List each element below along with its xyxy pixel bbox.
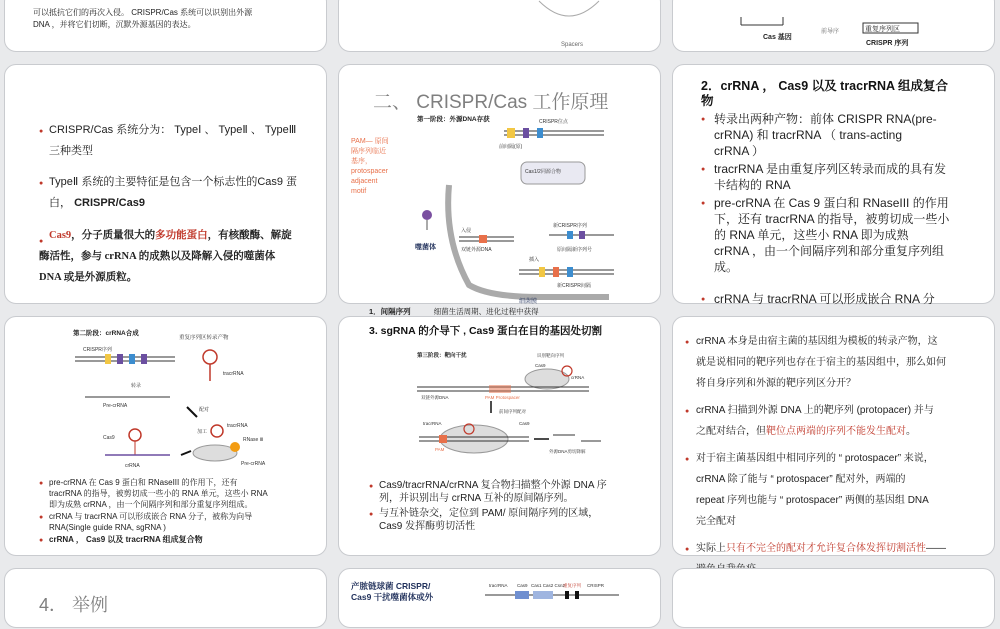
slide-thumbnail[interactable] xyxy=(672,64,995,304)
svg-text:Cas1 Cas2 Csn2: Cas1 Cas2 Csn2 xyxy=(531,583,566,588)
slide-thumbnail[interactable] xyxy=(338,64,661,316)
svg-text:入侵: 入侵 xyxy=(461,228,472,234)
bullet-item: ● CRISPR/Cas 系统分为： TypeⅠ 、 TypeⅡ 、 TypeⅢ 三种类型 xyxy=(39,120,319,162)
svg-text:Pre-crRNA: Pre-crRNA xyxy=(103,403,128,409)
svg-text:PAM Protospacer: PAM Protospacer xyxy=(485,395,520,400)
leader-label: 前导序 xyxy=(821,29,840,35)
operon-diagram xyxy=(339,569,662,629)
svg-text:Cas9: Cas9 xyxy=(535,363,546,368)
svg-text:前间序列配对: 前间序列配对 xyxy=(499,409,526,414)
bullet-item: ● 与互补链杂交，定位到 PAM/ 原间隔序列的区域， Cas9 发挥酶剪切活性 xyxy=(369,507,659,533)
bullet-item: ● Cas9，分子质量很大的多功能蛋白，有核酸酶、解旋 xyxy=(39,230,292,241)
svg-text:CRISPR序列: CRISPR序列 xyxy=(83,347,112,353)
svg-text:第二阶段：crRNA合成: 第二阶段：crRNA合成 xyxy=(73,330,139,337)
svg-text:新CRISPR序列: 新CRISPR序列 xyxy=(553,223,587,229)
svg-text:Pre-crRNA: Pre-crRNA xyxy=(241,461,266,467)
slide-thumbnail[interactable] xyxy=(338,568,661,628)
svg-text:CRISPR: CRISPR xyxy=(587,583,605,588)
bullet-item: ● pre-crRNA 在 Cas 9 蛋白和 RNaseIII 的作用 下，还有 tracrRNA 的指导，被剪切成一些小 的 RNA 单元，这些小 RNA 即为成熟 crRNA ，由一个间隔序列和部分重复序列组 成。 xyxy=(701,195,991,275)
svg-text:Cas9: Cas9 xyxy=(519,421,530,426)
svg-text:前间隔(原): 前间隔(原) xyxy=(499,144,523,150)
svg-text:噬菌体: 噬菌体 xyxy=(415,244,436,251)
svg-text:Cas1/2同源合物: Cas1/2同源合物 xyxy=(525,169,561,175)
svg-text:PAM: PAM xyxy=(435,447,445,452)
svg-text:Cas9: Cas9 xyxy=(103,435,115,441)
section-heading: 1．间隔序列 细菌生活周期、进化过程中获得 xyxy=(369,307,539,316)
text-line: 可以抵抗它们的再次入侵。 CRISPR/Cas 系统可以识别出外源 xyxy=(33,8,253,17)
svg-text:双链外源DNA: 双链外源DNA xyxy=(421,395,449,400)
slide-title: 二、 CRISPR/Cas 工作原理 xyxy=(373,92,609,113)
bullet-item: ● crRNA 扫描到外源 DNA 上的靶序列 (protopacer) 并与 之配对结合，但靶位点两端的序列不能发生配对。 xyxy=(685,400,991,442)
slide-thumbnail[interactable] xyxy=(672,316,995,556)
slide-title: 产脓链球菌 CRISPR/ Cas9 干扰噬菌体或外 xyxy=(351,581,434,602)
svg-text:基序，: 基序， xyxy=(351,158,372,165)
svg-text:第三阶段：靶向干扰: 第三阶段：靶向干扰 xyxy=(417,353,467,359)
svg-text:重复序列区转录产物: 重复序列区转录产物 xyxy=(179,335,229,341)
svg-text:插入: 插入 xyxy=(529,257,540,263)
slide-title: 3. sgRNA 的介导下 , Cas9 蛋白在目的基因处切割 xyxy=(369,325,602,337)
bullet-item: ● Cas9/tracrRNA/crRNA 复合物扫描整个外源 DNA 序 列，并识别出与 crRNA 互补的原间隔序列。 xyxy=(369,479,659,505)
text-line: DNA ，并将它们切断，沉默外源基因的表达。 xyxy=(33,20,196,29)
slide-title: 4． 举例 xyxy=(39,595,109,615)
svg-text:第一阶段：外源DNA存获: 第一阶段：外源DNA存获 xyxy=(417,116,490,123)
bullet-item: ● crRNA 本身是由宿主菌的基因组为模板的转录产物，这 就是说相同的靶序列也存在于宿主的基因组中，那么如何 将自身序列和外源的靶序列区分开？ xyxy=(685,331,991,394)
slide-thumbnail[interactable] xyxy=(338,0,661,52)
svg-text:Cas9: Cas9 xyxy=(517,583,528,588)
svg-text:motif: motif xyxy=(351,188,367,195)
bullet-item: ● TypeⅡ 系统的主要特征是包含一个标志性的Cas9 蛋 白， CRISPR/Cas9 xyxy=(39,172,319,214)
svg-text:识别靶向序列: 识别靶向序列 xyxy=(537,353,564,358)
target-interference-figure xyxy=(339,317,662,477)
crispr-locus-diagram xyxy=(673,0,996,53)
repeat-label: 重复序列区 xyxy=(865,26,900,33)
svg-text:RNase Ⅲ: RNase Ⅲ xyxy=(243,437,264,443)
svg-text:外源DNA剪切降解: 外源DNA剪切降解 xyxy=(549,449,586,454)
svg-text:CRISPR位点: CRISPR位点 xyxy=(539,119,568,125)
slide-thumbnail[interactable]: ● CRISPR/Cas 系统分为： TypeⅠ 、 TypeⅡ 、 TypeⅢ 三种类型 ● TypeⅡ 系统的主要特征是包含一个标志性的Cas9 蛋 白， CRISPR/Cas9 ● Cas9，分子质量很大的多功能蛋白，有核酸酶、解旋 酶活性，参与 crRNA 的成熟以及降解入侵的噬菌体 DNA 或是外源质粒。 xyxy=(4,64,327,304)
svg-text:配对: 配对 xyxy=(199,407,210,413)
svg-text:新CRISPR间隔: 新CRISPR间隔 xyxy=(557,283,591,289)
svg-text:双链外源DNA: 双链外源DNA xyxy=(461,247,492,253)
svg-text:tracrRNA: tracrRNA xyxy=(227,423,248,429)
svg-text:转录: 转录 xyxy=(131,383,142,389)
slide-thumbnail[interactable] xyxy=(4,0,327,52)
svg-text:crRNA: crRNA xyxy=(571,375,585,380)
svg-text:原间隔新序列号: 原间隔新序列号 xyxy=(557,247,593,253)
dna-capture-figure xyxy=(339,65,662,305)
bullet-item: ● 对于宿主菌基因组中相同序列的 “ protospacer” 来说， crRNA 除了能与 “ protospacer” 配对外，两端的 repeat 序列也能与 “ protospacer” 两侧的基因组 DNA 完全配对 xyxy=(685,448,991,532)
slide-title: 2．crRNA ， Cas9 以及 tracrRNA 组成复合 物 xyxy=(701,79,949,108)
svg-text:adjacent: adjacent xyxy=(351,178,378,185)
svg-text:重复序列: 重复序列 xyxy=(563,583,581,588)
svg-text:PAM— 原间: PAM— 原间 xyxy=(351,138,389,145)
bullet-item: ● 转录出两种产物：前体 CRISPR RNA(pre- crRNA) 和 tracrRNA （ trans-acting crRNA ） xyxy=(701,111,991,159)
bullet-item: ● 实际上只有不完全的配对才允许复合体发挥切割活性—— xyxy=(685,538,991,580)
bullet-item: ● tracrRNA 是由重复序列区转录而成的具有发 卡结构的 RNA xyxy=(701,161,991,193)
bullet-item: ● crRNA 与 tracrRNA 可以形成嵌合 RNA 分子，被称为向导 RNA(Single guide RNA, sgRNA ) xyxy=(39,511,324,533)
svg-text:crRNA: crRNA xyxy=(125,463,140,469)
crrna-synthesis-figure xyxy=(5,317,328,477)
svg-text:细菌膜: 细菌膜 xyxy=(519,299,538,305)
bullet-item: ● crRNA 与 tracrRNA 可以形成嵌合 RNA 分 xyxy=(701,291,991,307)
spacers-label: Spacers xyxy=(561,42,584,48)
slide-thumbnail[interactable] xyxy=(672,0,995,52)
svg-text:tracrRNA: tracrRNA xyxy=(423,421,442,426)
slide-thumbnail[interactable] xyxy=(4,316,327,556)
bullet-item: ● crRNA ， Cas9 以及 tracrRNA 组成复合物 xyxy=(39,534,324,545)
bullet-item: ● pre-crRNA 在 Cas 9 蛋白和 RNaseIII 的作用下，还有 tracrRNA 的指导，被剪切成一些小的 RNA 单元，这些小 RNA 即为成熟 crRNA ，由一个间隔序列和部分重复序列组成。 xyxy=(39,477,324,510)
svg-text:加工: 加工 xyxy=(197,429,208,435)
svg-text:隔序列临近: 隔序列临近 xyxy=(351,148,386,155)
svg-text:protospacer: protospacer xyxy=(351,168,388,175)
spacers-diagram xyxy=(339,0,662,53)
slide-thumbnail[interactable] xyxy=(338,316,661,556)
crispr-label: CRISPR 序列 xyxy=(866,40,909,47)
cas-gene-label: Cas 基因 xyxy=(763,34,792,41)
svg-text:tracrRNA: tracrRNA xyxy=(489,583,508,588)
svg-text:tracrRNA: tracrRNA xyxy=(223,371,244,377)
slide-thumbnail[interactable] xyxy=(4,568,327,628)
slide-thumbnail[interactable] xyxy=(672,568,995,628)
